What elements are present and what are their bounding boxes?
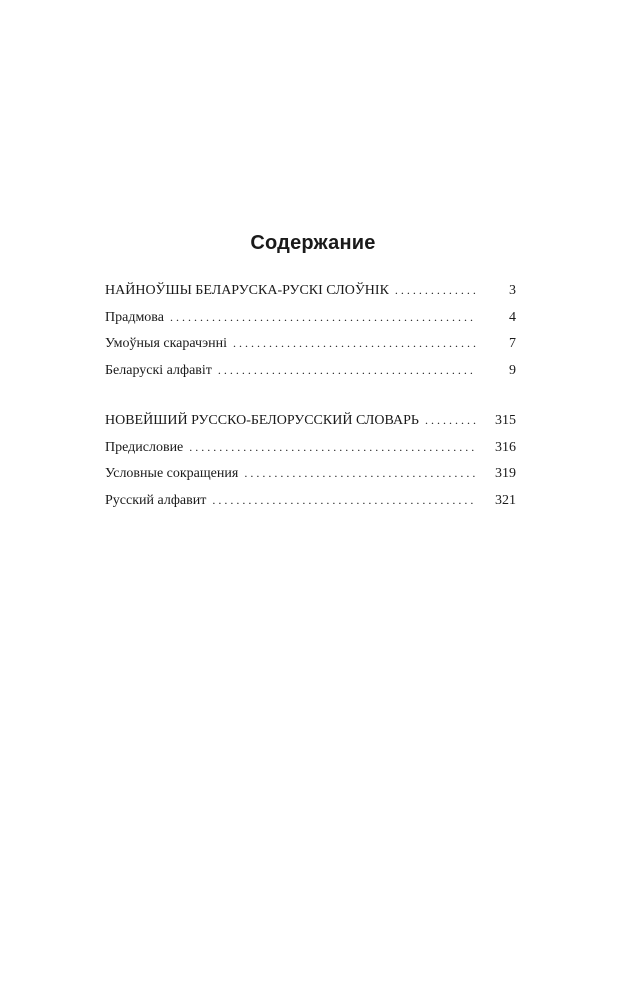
dot-leader [189,440,476,455]
toc-entry [105,493,516,520]
toc-page-number: 4 [509,309,516,325]
toc-section-belarusian-russian [105,283,516,389]
page-title: Содержание [250,232,376,254]
toc-section-heading [105,283,516,310]
toc-entry-label: Русский алфавит [105,492,207,508]
dot-leader [212,493,476,508]
toc-section-heading [105,413,516,440]
dot-leader [244,466,476,481]
dot-leader [395,283,476,298]
toc-entry-label: НОВЕЙШИЙ РУССКО-БЕЛОРУССКИЙ СЛОВАРЬ [105,413,419,428]
toc-page-number: 321 [495,492,516,508]
toc-entry-label: Предисловие [105,439,184,455]
toc-entry [105,466,516,493]
dot-leader [218,363,476,378]
toc-page-number: 9 [509,362,516,378]
dot-leader [233,336,476,351]
toc-entry-label: НАЙНОЎШЫ БЕЛАРУСКА-РУСКІ СЛОЎНІК [105,283,389,298]
toc-section-russian-belarusian [105,413,516,519]
toc-page-number: 7 [509,336,516,351]
toc-entry [105,310,516,337]
toc-entry-label: Умоўныя скарачэнні [105,336,227,351]
toc-entry [105,336,516,363]
toc-entry-label: Беларускі алфавіт [105,362,212,378]
dot-leader [170,310,476,325]
toc-entry [105,440,516,467]
dot-leader [425,413,476,428]
toc-page-number: 319 [495,466,516,481]
toc-entry [105,363,516,390]
toc-page-number: 3 [509,283,516,298]
toc-entry-label: Прадмова [105,309,164,325]
toc-page-number: 316 [495,439,516,455]
toc-entry-label: Условные сокращения [105,466,239,481]
toc-page-number: 315 [495,413,516,428]
